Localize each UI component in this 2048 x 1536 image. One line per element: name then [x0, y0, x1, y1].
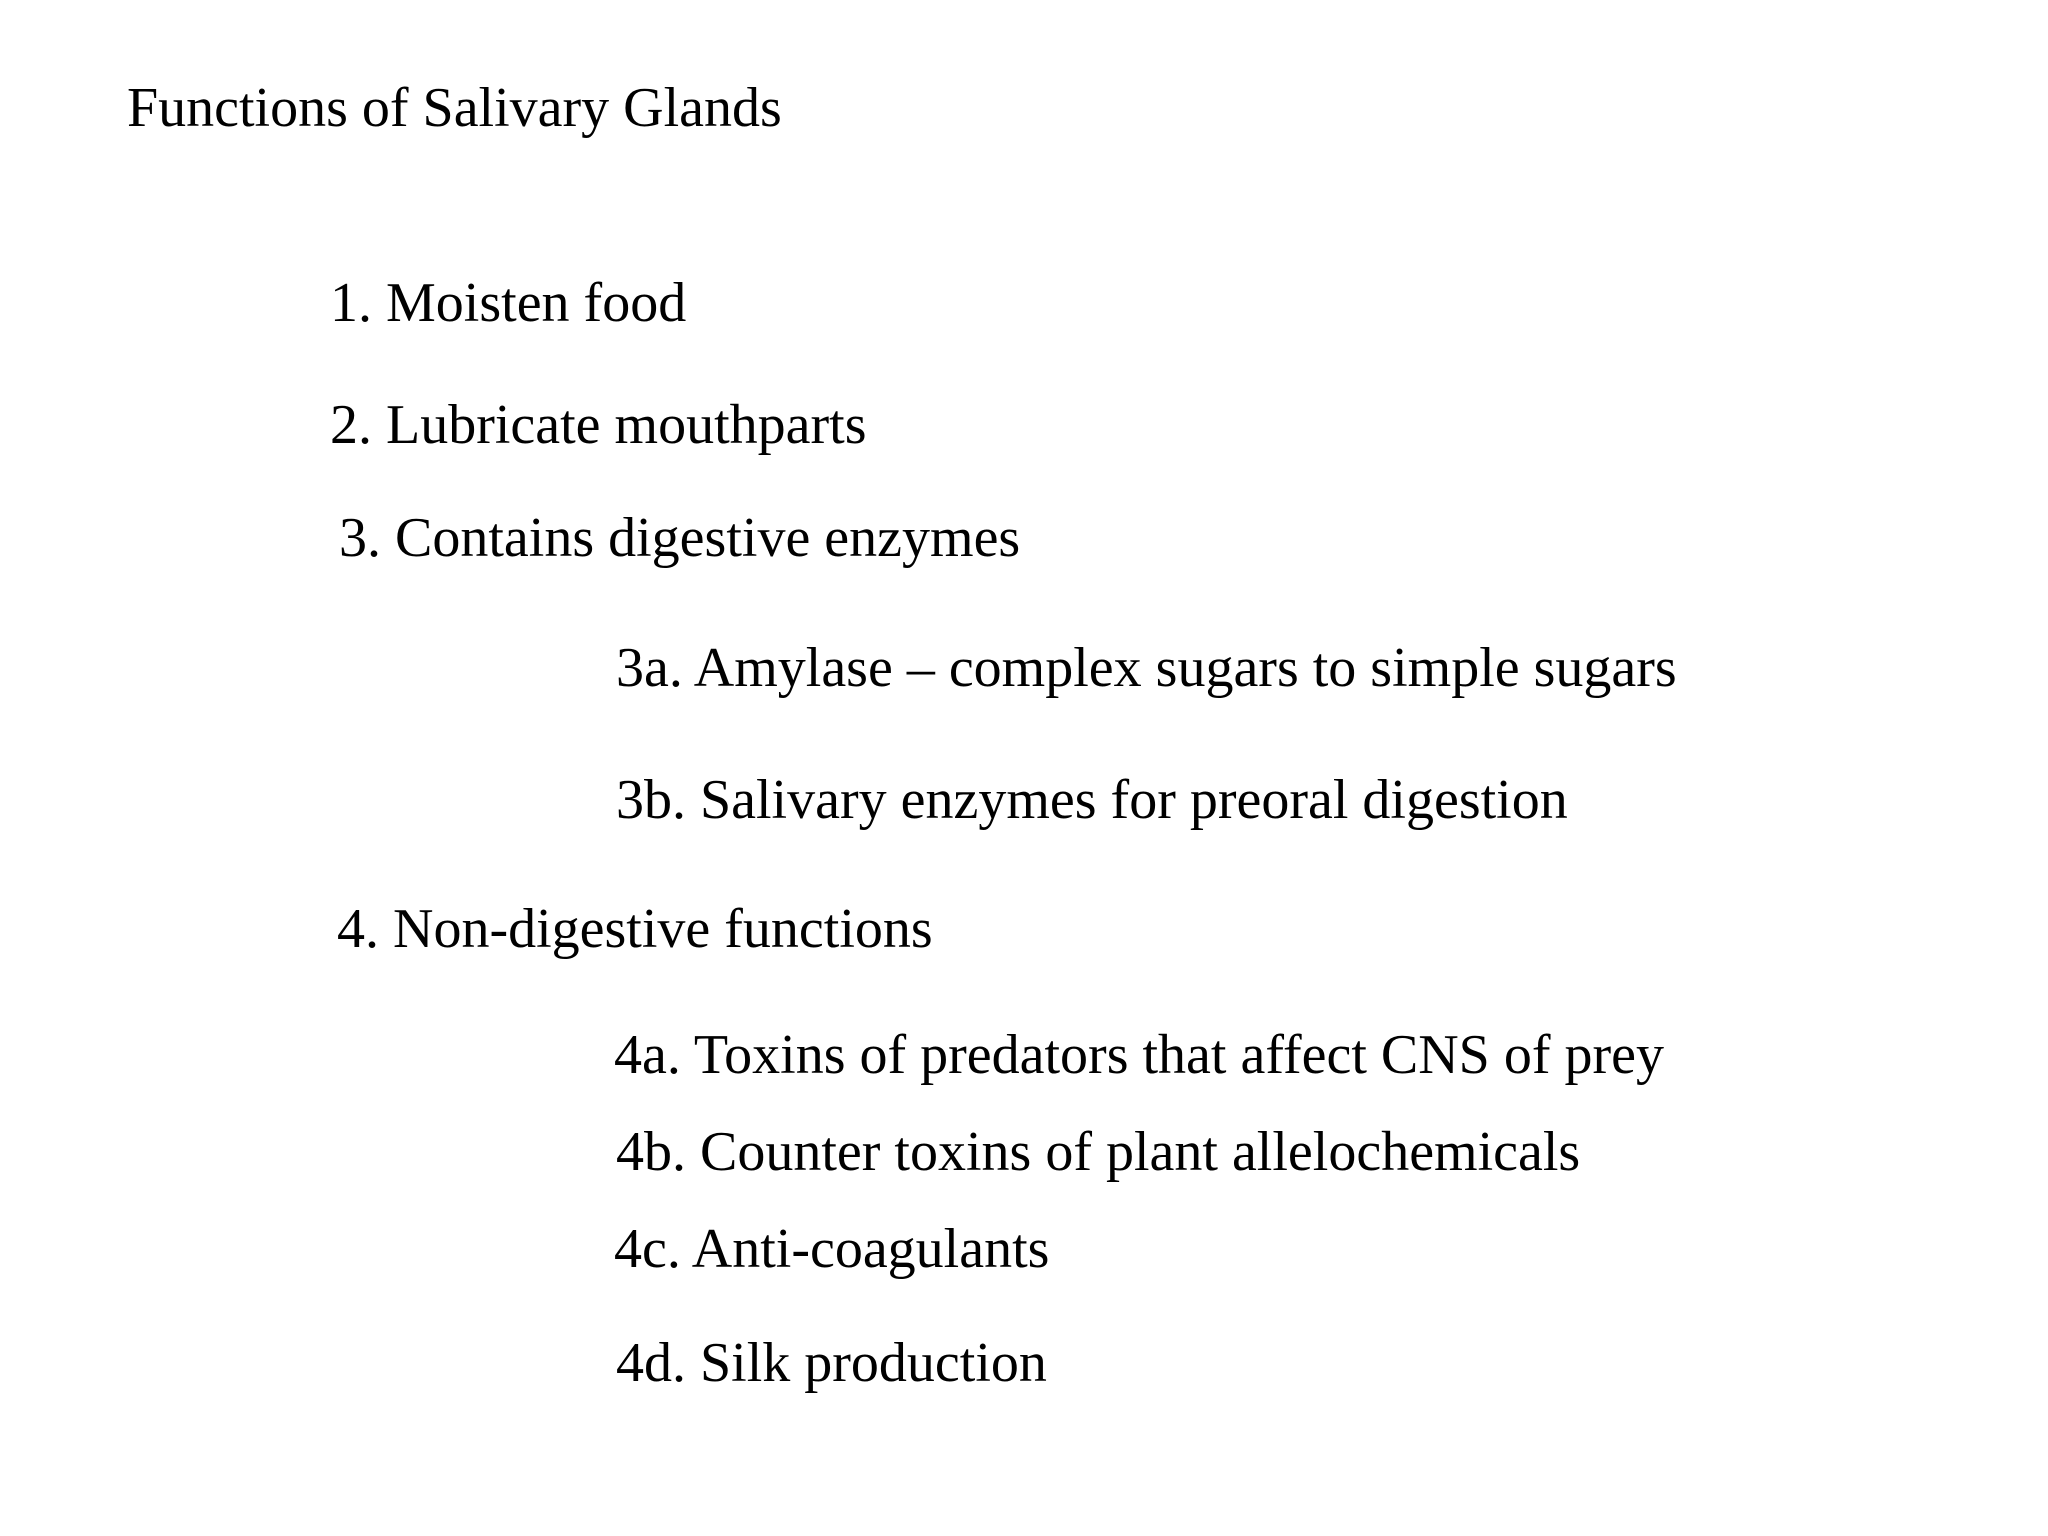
sub-item-amylase: 3a. Amylase – complex sugars to simple sugars [616, 637, 1677, 699]
list-item-digestive-enzymes: 3. Contains digestive enzymes [339, 507, 1021, 569]
list-item-non-digestive-functions: 4. Non-digestive functions [337, 898, 933, 960]
sub-item-silk-production: 4d. Silk production [616, 1332, 1047, 1394]
sub-item-salivary-enzymes: 3b. Salivary enzymes for preoral digestion [616, 769, 1568, 831]
list-item-lubricate-mouthparts: 2. Lubricate mouthparts [330, 394, 867, 456]
page-title: Functions of Salivary Glands [127, 77, 782, 139]
sub-item-anti-coagulants: 4c. Anti-coagulants [614, 1218, 1050, 1280]
sub-item-counter-toxins: 4b. Counter toxins of plant allelochemicals [616, 1121, 1581, 1183]
list-item-moisten-food: 1. Moisten food [330, 272, 687, 334]
sub-item-toxins-of-predators: 4a. Toxins of predators that affect CNS of prey [614, 1024, 1664, 1086]
